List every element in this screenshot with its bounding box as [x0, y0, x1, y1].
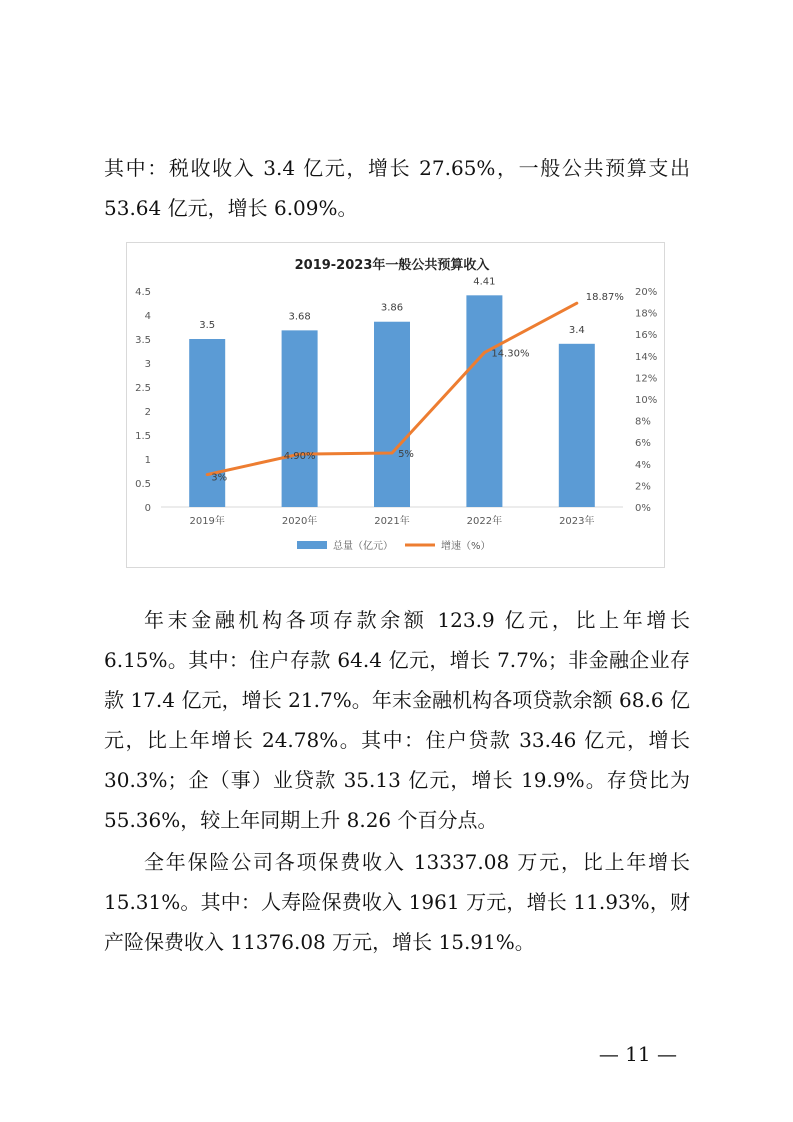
bar	[374, 322, 410, 507]
y-left-tick-label: 3	[144, 359, 151, 370]
y-left-tick-label: 1	[144, 455, 151, 466]
legend-label-line: 增速（%）	[441, 541, 491, 552]
y-left-tick-label: 1.5	[135, 431, 151, 442]
x-tick-label: 2022年	[466, 516, 503, 527]
legend-label-bar: 总量（亿元）	[333, 541, 393, 552]
x-tick-label: 2023年	[559, 516, 595, 527]
chart-canvas	[127, 243, 664, 567]
paragraph-insurance: 全年保险公司各项保费收入 13337.08 万元，比上年增长 15.31%。其中：人寿险保费收入 1961 万元，增长 11.93%，财产险保费收入 11376.08 万元，增长 15.91%。	[104, 850, 690, 954]
y-right-tick-label: 20%	[635, 287, 658, 298]
y-right-tick-label: 10%	[635, 395, 658, 406]
x-tick-label: 2020年	[281, 516, 318, 527]
line-data-label: 5%	[398, 449, 414, 460]
y-right-tick-label: 0%	[635, 503, 651, 514]
legend-swatch-bar	[297, 541, 327, 549]
line-data-label: 4.90%	[283, 451, 316, 463]
bar-data-label: 4.41	[473, 276, 496, 288]
y-left-tick-label: 4	[144, 311, 151, 322]
bar	[282, 330, 318, 507]
bar-data-label: 3.86	[380, 302, 404, 314]
x-tick-label: 2019年	[189, 516, 225, 527]
bar	[466, 295, 502, 507]
y-right-tick-label: 14%	[635, 351, 658, 363]
y-right-tick-label: 6%	[635, 438, 651, 450]
chart-title: 2019-2023年一般公共预算收入	[294, 258, 490, 273]
y-right-tick-label: 12%	[635, 373, 658, 385]
y-right-tick-label: 16%	[635, 330, 658, 342]
bar-data-label: 3.68	[288, 311, 311, 323]
bar-data-label: 3.5	[199, 320, 216, 331]
paragraph-financial-deposits: 年末金融机构各项存款余额 123.9 亿元，比上年增长 6.15%。其中：住户存款 64.4 亿元，增长 7.7%；非金融企业存款 17.4 亿元，增长 21.7%。年末金融机构各项贷款余额 68.6 亿元，比上年增长 24.78%。其中：住户贷款 33.46 亿元，增长 30.3%；企（事）业贷款 35.13 亿元，增长 19.9%。存贷比为 55.36%，较上年同期上升 8.26 个百分点。	[104, 608, 690, 832]
line-data-label: 18.87%	[585, 292, 624, 304]
paragraph-tax-revenue: 其中：税收收入 3.4 亿元，增长 27.65%，一般公共预算支出 53.64 亿元，增长 6.09%。	[104, 156, 690, 220]
y-left-tick-label: 3.5	[135, 335, 151, 346]
y-right-tick-label: 4%	[635, 459, 651, 471]
y-right-tick-label: 8%	[635, 416, 651, 428]
y-left-tick-label: 2	[144, 407, 151, 418]
line-data-label: 14.30%	[491, 348, 530, 360]
line-data-label: 3%	[211, 472, 228, 484]
y-left-tick-label: 4.5	[135, 287, 151, 298]
bar	[559, 344, 595, 507]
page-number: — 11 —	[598, 1042, 677, 1066]
y-left-tick-label: 0	[144, 503, 151, 514]
budget-revenue-chart	[126, 242, 665, 568]
y-right-tick-label: 2%	[635, 481, 651, 493]
y-right-tick-label: 18%	[635, 308, 658, 320]
y-left-tick-label: 0.5	[135, 479, 151, 490]
x-tick-label: 2021年	[374, 516, 410, 527]
bar-data-label: 3.4	[568, 324, 585, 336]
y-left-tick-label: 2.5	[135, 383, 151, 394]
